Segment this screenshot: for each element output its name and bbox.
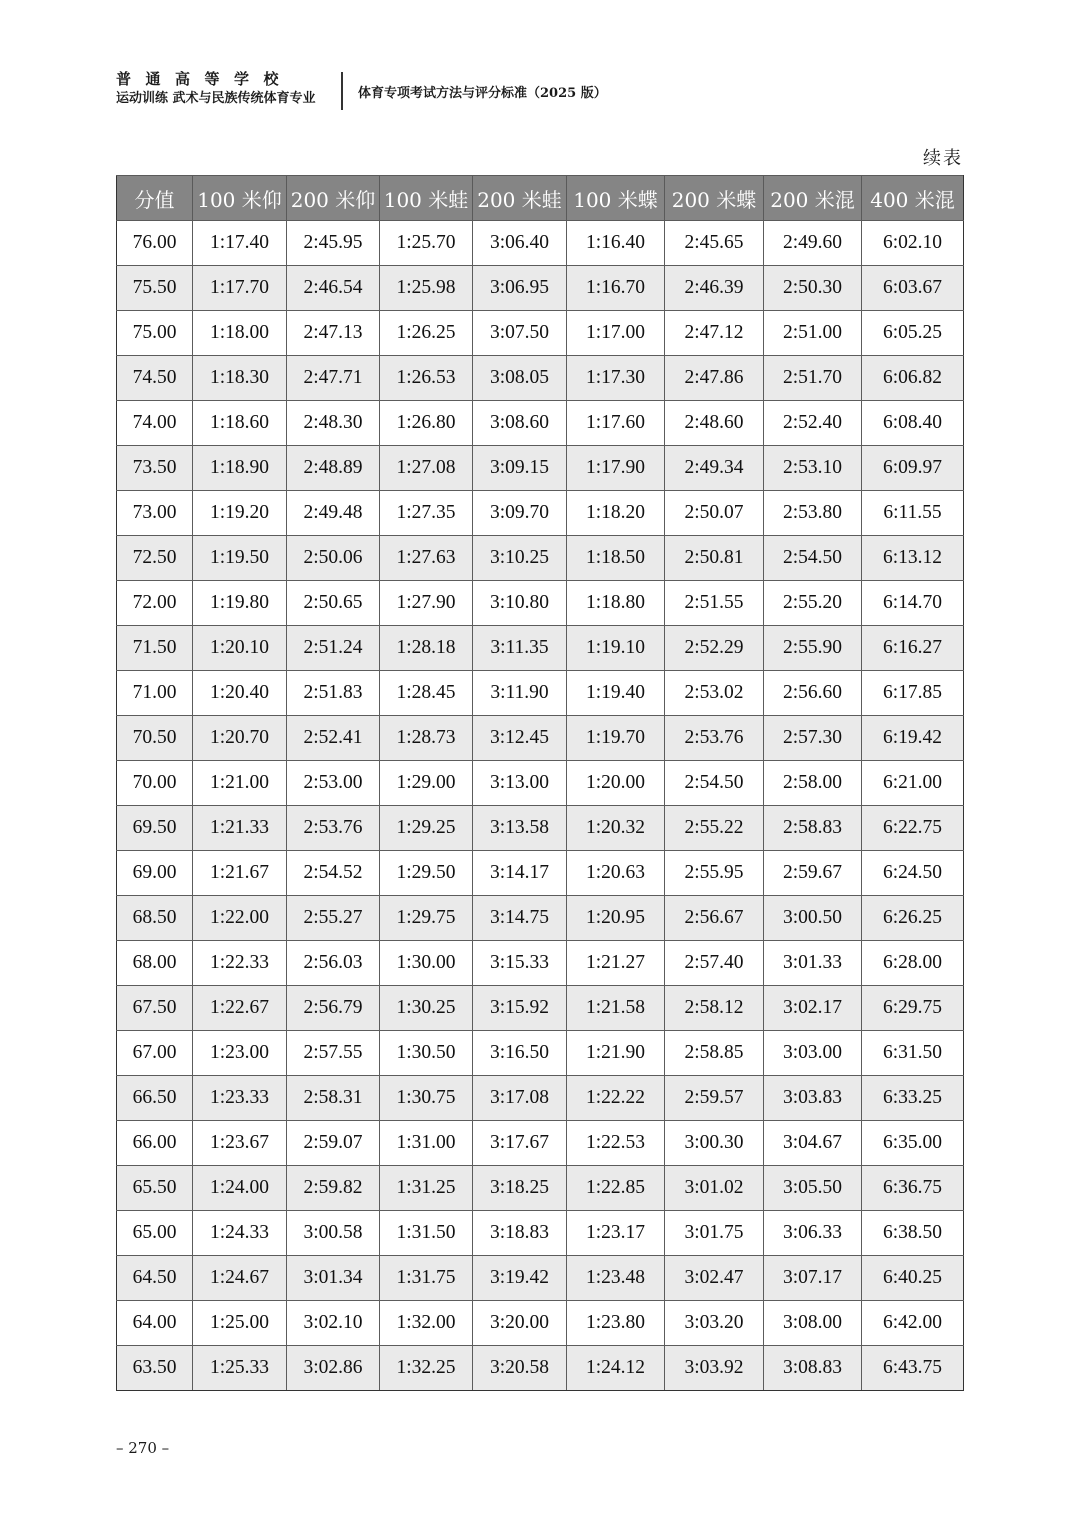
time-cell: 3:03.20 <box>665 1301 764 1346</box>
time-cell: 3:15.33 <box>473 941 567 986</box>
score-cell: 72.50 <box>117 536 193 581</box>
header-row <box>117 176 964 221</box>
time-cell: 2:58.83 <box>764 806 862 851</box>
time-cell: 3:09.70 <box>473 491 567 536</box>
time-cell: 2:51.00 <box>764 311 862 356</box>
header-book-title: 体育专项考试方法与评分标准（2025 版） <box>358 86 607 101</box>
table-row <box>117 1031 964 1076</box>
time-cell: 1:23.80 <box>567 1301 665 1346</box>
column-header: 200 米仰 <box>287 176 380 221</box>
time-cell: 2:57.30 <box>764 716 862 761</box>
time-cell: 1:30.25 <box>380 986 473 1031</box>
time-cell: 3:08.83 <box>764 1346 862 1391</box>
time-cell: 1:18.60 <box>193 401 287 446</box>
table-row <box>117 626 964 671</box>
time-cell: 2:49.34 <box>665 446 764 491</box>
time-cell: 1:27.90 <box>380 581 473 626</box>
time-cell: 1:22.33 <box>193 941 287 986</box>
time-cell: 2:59.82 <box>287 1166 380 1211</box>
score-cell: 70.50 <box>117 716 193 761</box>
score-cell: 73.00 <box>117 491 193 536</box>
score-cell: 75.00 <box>117 311 193 356</box>
time-cell: 6:21.00 <box>862 761 964 806</box>
time-cell: 1:32.25 <box>380 1346 473 1391</box>
time-cell: 2:49.60 <box>764 221 862 266</box>
time-cell: 2:53.76 <box>665 716 764 761</box>
time-cell: 6:36.75 <box>862 1166 964 1211</box>
time-cell: 3:11.35 <box>473 626 567 671</box>
time-cell: 2:57.55 <box>287 1031 380 1076</box>
time-cell: 3:17.67 <box>473 1121 567 1166</box>
time-cell: 3:17.08 <box>473 1076 567 1121</box>
table-row <box>117 266 964 311</box>
time-cell: 1:24.00 <box>193 1166 287 1211</box>
time-cell: 2:47.71 <box>287 356 380 401</box>
time-cell: 1:17.30 <box>567 356 665 401</box>
time-cell: 1:20.70 <box>193 716 287 761</box>
time-cell: 6:35.00 <box>862 1121 964 1166</box>
time-cell: 1:32.00 <box>380 1301 473 1346</box>
time-cell: 6:38.50 <box>862 1211 964 1256</box>
time-cell: 1:31.50 <box>380 1211 473 1256</box>
table-row <box>117 851 964 896</box>
time-cell: 1:22.53 <box>567 1121 665 1166</box>
time-cell: 1:20.40 <box>193 671 287 716</box>
header-divider <box>341 72 343 110</box>
time-cell: 1:21.00 <box>193 761 287 806</box>
table-header <box>117 176 964 221</box>
time-cell: 2:57.40 <box>665 941 764 986</box>
score-cell: 73.50 <box>117 446 193 491</box>
score-cell: 75.50 <box>117 266 193 311</box>
column-header: 200 米蛙 <box>473 176 567 221</box>
continued-label: 续表 <box>923 148 963 169</box>
time-cell: 2:45.65 <box>665 221 764 266</box>
time-cell: 2:52.41 <box>287 716 380 761</box>
time-cell: 2:53.00 <box>287 761 380 806</box>
score-cell: 66.00 <box>117 1121 193 1166</box>
time-cell: 2:48.60 <box>665 401 764 446</box>
time-cell: 6:06.82 <box>862 356 964 401</box>
time-cell: 3:16.50 <box>473 1031 567 1076</box>
time-cell: 2:58.31 <box>287 1076 380 1121</box>
time-cell: 2:56.67 <box>665 896 764 941</box>
time-cell: 1:20.95 <box>567 896 665 941</box>
time-cell: 3:11.90 <box>473 671 567 716</box>
time-cell: 3:01.75 <box>665 1211 764 1256</box>
time-cell: 3:00.50 <box>764 896 862 941</box>
header-school: 普通高等学校 <box>116 70 294 88</box>
time-cell: 1:20.10 <box>193 626 287 671</box>
time-cell: 1:19.70 <box>567 716 665 761</box>
score-cell: 67.00 <box>117 1031 193 1076</box>
time-cell: 1:23.67 <box>193 1121 287 1166</box>
time-cell: 2:50.81 <box>665 536 764 581</box>
time-cell: 1:29.25 <box>380 806 473 851</box>
column-header: 100 米仰 <box>193 176 287 221</box>
time-cell: 1:23.33 <box>193 1076 287 1121</box>
time-cell: 3:01.34 <box>287 1256 380 1301</box>
time-cell: 2:47.12 <box>665 311 764 356</box>
time-cell: 1:31.00 <box>380 1121 473 1166</box>
time-cell: 1:27.08 <box>380 446 473 491</box>
table-row <box>117 356 964 401</box>
score-table <box>116 175 964 1391</box>
time-cell: 3:09.15 <box>473 446 567 491</box>
time-cell: 3:18.83 <box>473 1211 567 1256</box>
table-row <box>117 581 964 626</box>
time-cell: 6:09.97 <box>862 446 964 491</box>
time-cell: 1:21.33 <box>193 806 287 851</box>
time-cell: 2:47.13 <box>287 311 380 356</box>
time-cell: 1:25.98 <box>380 266 473 311</box>
time-cell: 1:16.70 <box>567 266 665 311</box>
time-cell: 2:58.00 <box>764 761 862 806</box>
time-cell: 6:03.67 <box>862 266 964 311</box>
time-cell: 1:19.50 <box>193 536 287 581</box>
time-cell: 2:59.07 <box>287 1121 380 1166</box>
score-cell: 68.00 <box>117 941 193 986</box>
time-cell: 1:25.00 <box>193 1301 287 1346</box>
time-cell: 3:14.17 <box>473 851 567 896</box>
time-cell: 1:28.73 <box>380 716 473 761</box>
table-row <box>117 446 964 491</box>
page-number: – 270 – <box>116 1439 170 1457</box>
time-cell: 1:18.30 <box>193 356 287 401</box>
score-cell: 69.50 <box>117 806 193 851</box>
time-cell: 1:19.10 <box>567 626 665 671</box>
time-cell: 6:02.10 <box>862 221 964 266</box>
time-cell: 1:24.67 <box>193 1256 287 1301</box>
time-cell: 2:49.48 <box>287 491 380 536</box>
time-cell: 2:50.65 <box>287 581 380 626</box>
time-cell: 3:03.83 <box>764 1076 862 1121</box>
time-cell: 2:58.85 <box>665 1031 764 1076</box>
score-cell: 68.50 <box>117 896 193 941</box>
time-cell: 3:08.00 <box>764 1301 862 1346</box>
time-cell: 3:03.00 <box>764 1031 862 1076</box>
time-cell: 1:24.33 <box>193 1211 287 1256</box>
time-cell: 2:53.76 <box>287 806 380 851</box>
table-row <box>117 941 964 986</box>
time-cell: 1:17.40 <box>193 221 287 266</box>
time-cell: 1:20.32 <box>567 806 665 851</box>
time-cell: 1:30.75 <box>380 1076 473 1121</box>
time-cell: 3:18.25 <box>473 1166 567 1211</box>
score-cell: 66.50 <box>117 1076 193 1121</box>
time-cell: 3:01.02 <box>665 1166 764 1211</box>
time-cell: 1:26.25 <box>380 311 473 356</box>
time-cell: 2:53.02 <box>665 671 764 716</box>
column-header: 分值 <box>117 176 193 221</box>
score-cell: 74.00 <box>117 401 193 446</box>
time-cell: 6:40.25 <box>862 1256 964 1301</box>
time-cell: 6:22.75 <box>862 806 964 851</box>
time-cell: 1:24.12 <box>567 1346 665 1391</box>
time-cell: 6:26.25 <box>862 896 964 941</box>
time-cell: 3:07.50 <box>473 311 567 356</box>
time-cell: 1:26.53 <box>380 356 473 401</box>
time-cell: 2:55.95 <box>665 851 764 896</box>
table-row <box>117 1121 964 1166</box>
time-cell: 6:42.00 <box>862 1301 964 1346</box>
time-cell: 6:31.50 <box>862 1031 964 1076</box>
time-cell: 2:50.30 <box>764 266 862 311</box>
time-cell: 1:30.50 <box>380 1031 473 1076</box>
time-cell: 2:54.50 <box>665 761 764 806</box>
time-cell: 1:25.70 <box>380 221 473 266</box>
time-cell: 3:19.42 <box>473 1256 567 1301</box>
time-cell: 2:56.79 <box>287 986 380 1031</box>
time-cell: 2:45.95 <box>287 221 380 266</box>
score-cell: 72.00 <box>117 581 193 626</box>
time-cell: 1:19.40 <box>567 671 665 716</box>
time-cell: 2:53.10 <box>764 446 862 491</box>
time-cell: 2:53.80 <box>764 491 862 536</box>
time-cell: 2:51.83 <box>287 671 380 716</box>
time-cell: 6:19.42 <box>862 716 964 761</box>
time-cell: 2:56.03 <box>287 941 380 986</box>
time-cell: 2:48.30 <box>287 401 380 446</box>
time-cell: 3:02.86 <box>287 1346 380 1391</box>
table-row <box>117 401 964 446</box>
time-cell: 2:51.55 <box>665 581 764 626</box>
time-cell: 3:13.00 <box>473 761 567 806</box>
time-cell: 2:50.06 <box>287 536 380 581</box>
time-cell: 6:33.25 <box>862 1076 964 1121</box>
time-cell: 1:18.80 <box>567 581 665 626</box>
time-cell: 1:30.00 <box>380 941 473 986</box>
time-cell: 1:22.22 <box>567 1076 665 1121</box>
time-cell: 1:20.63 <box>567 851 665 896</box>
table-row <box>117 716 964 761</box>
table-row <box>117 761 964 806</box>
time-cell: 2:55.20 <box>764 581 862 626</box>
time-cell: 1:19.80 <box>193 581 287 626</box>
time-cell: 1:18.90 <box>193 446 287 491</box>
time-cell: 3:03.92 <box>665 1346 764 1391</box>
time-cell: 2:51.24 <box>287 626 380 671</box>
table-body <box>117 221 964 1391</box>
time-cell: 3:14.75 <box>473 896 567 941</box>
time-cell: 2:52.40 <box>764 401 862 446</box>
table-row <box>117 221 964 266</box>
time-cell: 6:29.75 <box>862 986 964 1031</box>
time-cell: 2:58.12 <box>665 986 764 1031</box>
time-cell: 3:10.25 <box>473 536 567 581</box>
table-row <box>117 671 964 716</box>
column-header: 400 米混 <box>862 176 964 221</box>
table-row <box>117 1166 964 1211</box>
time-cell: 3:00.30 <box>665 1121 764 1166</box>
time-cell: 2:46.54 <box>287 266 380 311</box>
score-cell: 63.50 <box>117 1346 193 1391</box>
time-cell: 3:06.33 <box>764 1211 862 1256</box>
table-row <box>117 491 964 536</box>
time-cell: 1:29.50 <box>380 851 473 896</box>
time-cell: 3:00.58 <box>287 1211 380 1256</box>
time-cell: 3:08.05 <box>473 356 567 401</box>
time-cell: 3:10.80 <box>473 581 567 626</box>
score-cell: 65.00 <box>117 1211 193 1256</box>
header-left <box>116 70 326 109</box>
time-cell: 2:47.86 <box>665 356 764 401</box>
time-cell: 3:07.17 <box>764 1256 862 1301</box>
time-cell: 1:19.20 <box>193 491 287 536</box>
score-cell: 76.00 <box>117 221 193 266</box>
time-cell: 6:16.27 <box>862 626 964 671</box>
time-cell: 1:21.90 <box>567 1031 665 1076</box>
time-cell: 1:22.00 <box>193 896 287 941</box>
time-cell: 3:20.58 <box>473 1346 567 1391</box>
time-cell: 2:55.27 <box>287 896 380 941</box>
time-cell: 2:54.50 <box>764 536 862 581</box>
time-cell: 3:01.33 <box>764 941 862 986</box>
time-cell: 3:04.67 <box>764 1121 862 1166</box>
time-cell: 6:43.75 <box>862 1346 964 1391</box>
time-cell: 3:06.40 <box>473 221 567 266</box>
column-header: 200 米蝶 <box>665 176 764 221</box>
time-cell: 6:14.70 <box>862 581 964 626</box>
time-cell: 3:12.45 <box>473 716 567 761</box>
time-cell: 2:48.89 <box>287 446 380 491</box>
time-cell: 2:59.67 <box>764 851 862 896</box>
score-cell: 71.00 <box>117 671 193 716</box>
time-cell: 3:20.00 <box>473 1301 567 1346</box>
time-cell: 2:46.39 <box>665 266 764 311</box>
time-cell: 3:02.17 <box>764 986 862 1031</box>
time-cell: 1:31.75 <box>380 1256 473 1301</box>
time-cell: 3:13.58 <box>473 806 567 851</box>
table-row <box>117 986 964 1031</box>
time-cell: 1:21.58 <box>567 986 665 1031</box>
score-cell: 64.50 <box>117 1256 193 1301</box>
score-cell: 65.50 <box>117 1166 193 1211</box>
time-cell: 6:24.50 <box>862 851 964 896</box>
table-row <box>117 536 964 581</box>
time-cell: 1:27.63 <box>380 536 473 581</box>
table-row <box>117 806 964 851</box>
time-cell: 3:06.95 <box>473 266 567 311</box>
score-cell: 71.50 <box>117 626 193 671</box>
time-cell: 1:23.48 <box>567 1256 665 1301</box>
time-cell: 1:23.00 <box>193 1031 287 1076</box>
score-cell: 64.00 <box>117 1301 193 1346</box>
time-cell: 1:21.27 <box>567 941 665 986</box>
time-cell: 1:17.70 <box>193 266 287 311</box>
score-cell: 74.50 <box>117 356 193 401</box>
time-cell: 1:20.00 <box>567 761 665 806</box>
time-cell: 2:51.70 <box>764 356 862 401</box>
time-cell: 1:18.20 <box>567 491 665 536</box>
table-row <box>117 896 964 941</box>
time-cell: 1:22.85 <box>567 1166 665 1211</box>
time-cell: 2:52.29 <box>665 626 764 671</box>
score-cell: 67.50 <box>117 986 193 1031</box>
time-cell: 1:23.17 <box>567 1211 665 1256</box>
time-cell: 1:17.60 <box>567 401 665 446</box>
time-cell: 6:17.85 <box>862 671 964 716</box>
time-cell: 2:54.52 <box>287 851 380 896</box>
time-cell: 1:29.00 <box>380 761 473 806</box>
time-cell: 3:08.60 <box>473 401 567 446</box>
score-cell: 69.00 <box>117 851 193 896</box>
time-cell: 6:11.55 <box>862 491 964 536</box>
header-major: 运动训练 武术与民族传统体育专业 <box>116 91 316 106</box>
time-cell: 1:26.80 <box>380 401 473 446</box>
time-cell: 1:22.67 <box>193 986 287 1031</box>
time-cell: 1:17.90 <box>567 446 665 491</box>
time-cell: 1:28.18 <box>380 626 473 671</box>
table-row <box>117 311 964 356</box>
column-header: 100 米蝶 <box>567 176 665 221</box>
table-row <box>117 1301 964 1346</box>
time-cell: 1:31.25 <box>380 1166 473 1211</box>
table-row <box>117 1346 964 1391</box>
column-header: 200 米混 <box>764 176 862 221</box>
time-cell: 2:59.57 <box>665 1076 764 1121</box>
time-cell: 1:28.45 <box>380 671 473 716</box>
time-cell: 3:15.92 <box>473 986 567 1031</box>
time-cell: 1:17.00 <box>567 311 665 356</box>
time-cell: 1:25.33 <box>193 1346 287 1391</box>
score-cell: 70.00 <box>117 761 193 806</box>
time-cell: 2:55.22 <box>665 806 764 851</box>
time-cell: 1:18.00 <box>193 311 287 356</box>
table-row <box>117 1076 964 1121</box>
time-cell: 1:18.50 <box>567 536 665 581</box>
time-cell: 1:29.75 <box>380 896 473 941</box>
time-cell: 2:50.07 <box>665 491 764 536</box>
time-cell: 3:02.47 <box>665 1256 764 1301</box>
time-cell: 2:55.90 <box>764 626 862 671</box>
time-cell: 3:02.10 <box>287 1301 380 1346</box>
table-row <box>117 1256 964 1301</box>
time-cell: 1:21.67 <box>193 851 287 896</box>
time-cell: 6:28.00 <box>862 941 964 986</box>
time-cell: 2:56.60 <box>764 671 862 716</box>
time-cell: 6:05.25 <box>862 311 964 356</box>
table-row <box>117 1211 964 1256</box>
time-cell: 3:05.50 <box>764 1166 862 1211</box>
time-cell: 1:16.40 <box>567 221 665 266</box>
time-cell: 6:13.12 <box>862 536 964 581</box>
time-cell: 1:27.35 <box>380 491 473 536</box>
time-cell: 6:08.40 <box>862 401 964 446</box>
column-header: 100 米蛙 <box>380 176 473 221</box>
